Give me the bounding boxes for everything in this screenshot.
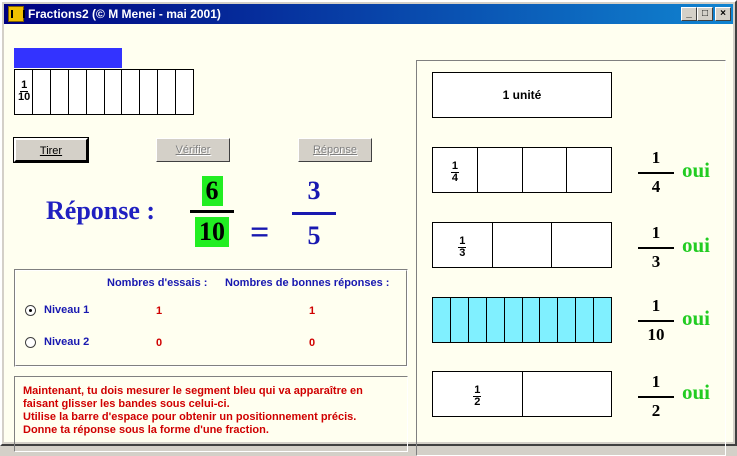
ruler-cell: [157, 70, 175, 114]
ruler-cell: [15, 70, 32, 114]
halves-result: [638, 372, 674, 421]
level-1-radio[interactable]: [25, 304, 89, 316]
strip-fraction-den: 3: [459, 246, 466, 259]
bonnes-reponses-header: Nombres de bonnes réponses :: [225, 277, 390, 289]
client-area: [4, 24, 733, 442]
result-num: 1: [651, 296, 661, 315]
reponse-button[interactable]: [298, 138, 372, 162]
strip-fraction-num: 1: [459, 234, 466, 247]
strip-cell: [504, 298, 522, 342]
fraction-bar: [638, 172, 674, 174]
level-1-bonnes: 1: [309, 305, 316, 317]
ruler-cell: [32, 70, 50, 114]
strip-halves[interactable]: [432, 371, 612, 417]
stats-panel: [14, 269, 408, 367]
ruler-cell: [121, 70, 139, 114]
strip-cell: [486, 298, 504, 342]
strip-fraction-num: 1: [474, 383, 481, 396]
result-num: 1: [651, 372, 661, 391]
strip-cell: [575, 298, 593, 342]
instruction-line: faisant glisser les bandes sous celui-ci.: [23, 398, 230, 410]
strip-quarters[interactable]: [432, 147, 612, 193]
strip-cell: [522, 148, 567, 192]
tirer-button[interactable]: [14, 138, 88, 162]
measuring-ruler[interactable]: [14, 69, 194, 115]
ruler-fraction-den: 10: [18, 91, 31, 103]
user-answer-num[interactable]: 6: [202, 176, 223, 206]
result-den: 4: [651, 177, 661, 196]
window-title: Fractions2 (© M Menei - mai 2001): [28, 7, 221, 21]
ruler-cell: [104, 70, 122, 114]
instructions-text: [23, 385, 403, 437]
level-1-label: Niveau 1: [44, 304, 90, 316]
instructions-panel: [14, 376, 408, 452]
result-den: 5: [307, 221, 321, 250]
ruler-cell: [50, 70, 68, 114]
result-den: 2: [651, 401, 661, 420]
instruction-line: Donne ta réponse sous la forme d'une fraction.: [23, 424, 269, 436]
result-num: 1: [651, 148, 661, 167]
strip-cell: [477, 148, 522, 192]
strip-fraction: [458, 236, 466, 259]
maximize-button[interactable]: □: [697, 7, 713, 21]
essais-header: Nombres d'essais :: [107, 277, 208, 289]
quarters-verdict: oui: [682, 158, 711, 182]
strip-cell: [433, 148, 477, 192]
minimize-button[interactable]: _: [681, 7, 697, 21]
strip-fraction: [473, 385, 481, 408]
blue-segment: [14, 48, 122, 68]
thirds-verdict: oui: [682, 233, 711, 257]
strip-cell: [468, 298, 486, 342]
verifier-label: Vérifier: [175, 144, 211, 156]
strip-cell: [433, 223, 492, 267]
tenths-verdict: oui: [682, 306, 711, 330]
user-answer-fraction[interactable]: [190, 176, 234, 247]
app-icon: [8, 6, 24, 22]
radio-unselected-icon[interactable]: [25, 337, 36, 348]
strip-cell: [551, 223, 611, 267]
strip-cell: [433, 298, 450, 342]
fraction-bar: [638, 247, 674, 249]
result-fraction: [292, 176, 336, 251]
ruler-cell: [86, 70, 104, 114]
ruler-cell: [68, 70, 86, 114]
strip-fraction-den: 4: [451, 171, 458, 184]
level-1-essais: 1: [156, 305, 163, 317]
strip-thirds[interactable]: [432, 222, 612, 268]
strip-fraction-den: 2: [474, 395, 481, 408]
result-den: 3: [651, 252, 661, 271]
level-2-bonnes: 0: [309, 337, 316, 349]
strip-fraction: [451, 161, 459, 184]
verifier-button[interactable]: [156, 138, 230, 162]
result-bar: [292, 212, 336, 215]
ruler-cell: [139, 70, 157, 114]
instruction-line: Maintenant, tu dois mesurer le segment bleu qui va apparaître en: [23, 385, 363, 397]
strip-cell: [492, 223, 552, 267]
answer-label: Réponse :: [46, 196, 156, 225]
halves-verdict: oui: [682, 380, 711, 404]
ruler-fraction: [18, 80, 30, 103]
level-2-label: Niveau 2: [44, 336, 90, 348]
level-2-essais: 0: [156, 337, 163, 349]
quarters-result: [638, 148, 674, 197]
user-answer-den[interactable]: 10: [195, 217, 229, 247]
ruler-cell: [175, 70, 193, 114]
strip-cell: [593, 298, 611, 342]
user-answer-bar: [190, 210, 234, 213]
result-num: 1: [651, 223, 661, 242]
level-2-radio[interactable]: [25, 336, 89, 348]
fraction-bar: [638, 396, 674, 398]
thirds-result: [638, 223, 674, 272]
strip-unit[interactable]: [432, 72, 612, 118]
ruler-fraction-num: 1: [21, 79, 28, 91]
radio-selected-icon[interactable]: [25, 305, 36, 316]
strip-unit-label: 1 unité: [502, 88, 542, 102]
fraction-bar: [638, 320, 674, 322]
result-num: 3: [307, 176, 321, 205]
close-button[interactable]: ×: [715, 7, 731, 21]
title-bar[interactable]: [4, 4, 733, 24]
reponse-label: Réponse: [312, 144, 358, 156]
tenths-result: [638, 296, 674, 345]
instruction-line: Utilise la barre d'espace pour obtenir un positionnement précis.: [23, 411, 357, 423]
strip-cell: [522, 298, 540, 342]
strip-cell: [522, 372, 612, 416]
equals-sign: =: [250, 214, 270, 251]
result-den: 10: [647, 325, 665, 344]
strip-fraction-num: 1: [451, 159, 458, 172]
strip-cell: [450, 298, 468, 342]
strip-tenths[interactable]: [432, 297, 612, 343]
tirer-label: Tirer: [39, 145, 63, 157]
strip-cell: [557, 298, 575, 342]
strip-cell: [566, 148, 611, 192]
strip-cell: [539, 298, 557, 342]
strip-cell: [433, 372, 522, 416]
